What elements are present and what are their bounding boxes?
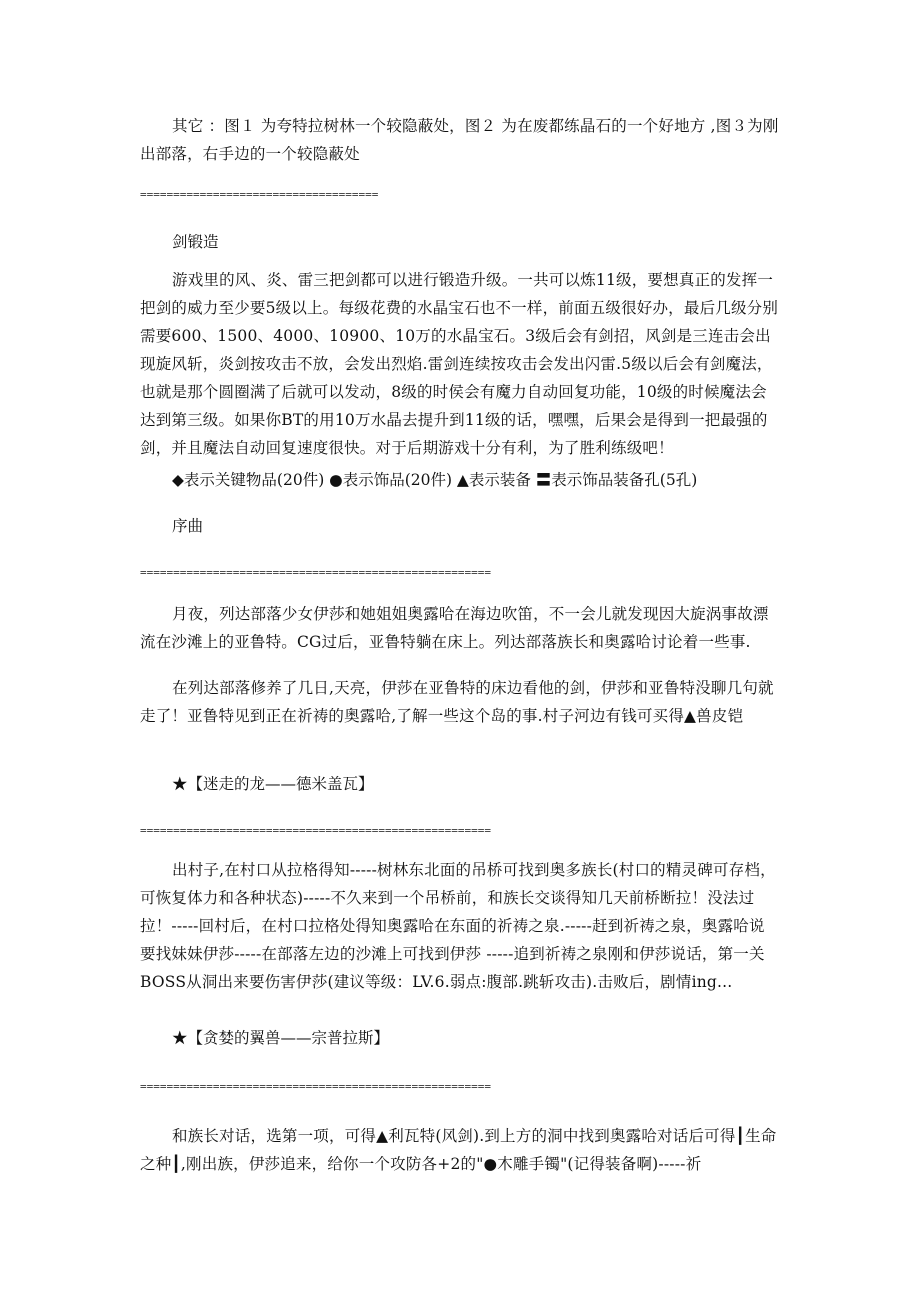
paragraph-prelude-1: 月夜，列达部落少女伊莎和她姐姐奥露哈在海边吹笛，不一会儿就发现因大旋涡事故漂流在沙滩上的亚鲁特。CG过后，亚鲁特躺在床上。列达部落族长和奥露哈讨论着一些事.: [140, 605, 769, 651]
paragraph-prelude-2: 在列达部落修养了几日,天亮，伊莎在亚鲁特的床边看他的剑，伊莎和亚鲁特没聊几句就走了！亚鲁特见到正在祈祷的奥露哈,了解一些这个岛的事.村子河边有钱可买得▲兽皮铠: [140, 679, 774, 725]
heading-sword-forging: 剑锻造: [172, 233, 219, 251]
heading-chapter-2: ★【贪婪的翼兽——宗普拉斯】: [172, 1029, 390, 1047]
heading-chapter-1: ★【迷走的龙——德米盖瓦】: [172, 775, 374, 793]
divider-rule: =====================================================: [140, 824, 491, 837]
paragraph-chapter-2: 和族长对话，选第一项，可得▲利瓦特(风剑).到上方的洞中找到奥露哈对话后可得┃生命之种┃,刚出族，伊莎追来，给你一个攻防各+2的"●木雕手镯"(记得装备啊)-----祈: [140, 1127, 777, 1173]
divider-rule: ====================================: [140, 188, 379, 201]
paragraph-chapter-1: 出村子,在村口从拉格得知-----树林东北面的吊桥可找到奥多族长(村口的精灵碑可存档，可恢复体力和各种状态)-----不久来到一个吊桥前，和族长交谈得知几天前桥断拉！没法过拉！-----回村后，在村口拉格处得知奥露哈在东面的祈祷之泉.-----赶到祈祷之泉，奥露哈说要找妹妹伊莎-----在部落左边的沙滩上可找到伊莎 -----追到祈祷之泉刚和伊莎说话，第一关BOSS从洞出来要伤害伊莎(建议等级：LV.6.弱点:腹部.跳斩攻击).击败后，剧情ing...: [140, 861, 776, 991]
heading-prelude: 序曲: [172, 517, 204, 535]
divider-rule: =====================================================: [140, 1080, 491, 1093]
document-page: [140, 0, 780, 1302]
divider-rule: =====================================================: [140, 566, 491, 579]
paragraph-other: 其它 ：图１ 为夸特拉树林一个较隐蔽处，图２ 为在废都练晶石的一个好地方 ,图３为刚出部落，右手边的一个较隐蔽处: [140, 117, 779, 163]
legend-symbols: ◆表示关键物品(20件) ●表示饰品(20件) ▲表示装备 〓表示饰品装备孔(5孔): [172, 471, 698, 489]
paragraph-sword-forging: 游戏里的风、炎、雷三把剑都可以进行锻造升级。一共可以炼11级，要想真正的发挥一把剑的威力至少要5级以上。每级花费的水晶宝石也不一样，前面五级很好办，最后几级分别需要600、1500、4000、10900、10万的水晶宝石。3级后会有剑招，风剑是三连击会出现旋风斩，炎剑按攻击不放，会发出烈焰.雷剑连续按攻击会发出闪雷.5级以后会有剑魔法，也就是那个圆圈满了后就可以发动，8级的时侯会有魔力自动回复功能，10级的时候魔法会达到第三级。如果你BT的用10万水晶去提升到11级的话，嘿嘿，后果会是得到一把最强的剑，并且魔法自动回复速度很快。对于后期游戏十分有利，为了胜利练级吧！: [140, 271, 779, 457]
